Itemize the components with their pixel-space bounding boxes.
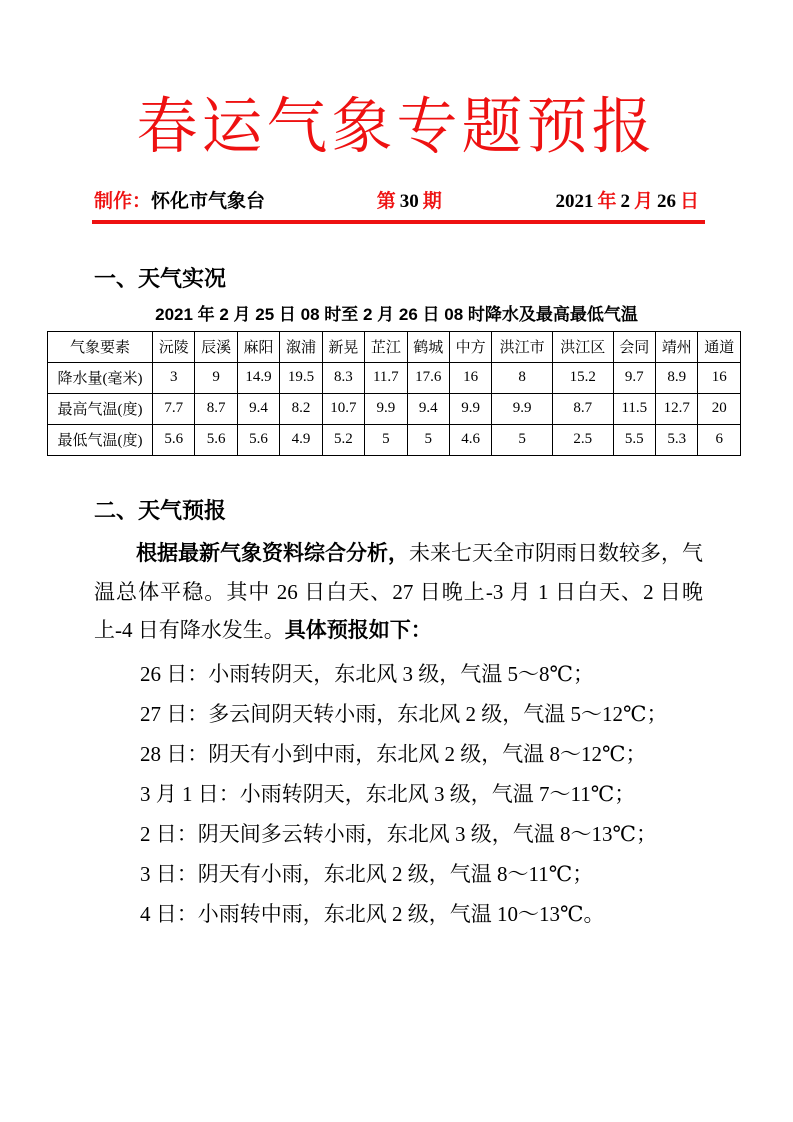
forecast-line: 3 月 1 日：小雨转阴天，东北风 3 级，气温 7～11℃； (140, 781, 636, 806)
forecast-intro-body: 未来七天全市阴雨日数较多，气温总体平稳。其中 26 日白天、27 日晚上-3 月 1 日白天、2 日晚上-4 日有降水发生。 (94, 540, 703, 642)
weather-observation-table (47, 331, 741, 456)
data-cell: 9.9 (492, 393, 553, 424)
station-column-header: 洪江区 (552, 331, 613, 362)
data-cell: 5.2 (322, 424, 364, 455)
station-column-header: 鹤城 (407, 331, 449, 362)
red-divider-line (92, 220, 705, 224)
data-cell: 9.7 (613, 362, 655, 393)
data-cell: 17.6 (407, 362, 449, 393)
data-cell: 5 (365, 424, 407, 455)
data-cell: 5.3 (656, 424, 698, 455)
data-cell: 8.7 (552, 393, 613, 424)
data-cell: 19.5 (280, 362, 322, 393)
station-column-header: 麻阳 (237, 331, 279, 362)
forecast-line: 28 日：阴天有小到中雨，东北风 2 级，气温 8～12℃； (140, 741, 647, 766)
station-column-header: 通道 (698, 331, 741, 362)
forecast-list (140, 654, 733, 934)
data-cell: 8.7 (195, 393, 237, 424)
table-row (48, 362, 741, 393)
row-label: 降水量(毫米) (48, 362, 153, 393)
date-year-unit: 年 (597, 190, 617, 212)
table-header-row (48, 331, 741, 362)
element-column-header: 气象要素 (48, 331, 153, 362)
data-cell: 16 (449, 362, 491, 393)
table-row (48, 424, 741, 455)
issue-prefix: 第 (376, 190, 396, 212)
data-cell: 8 (492, 362, 553, 393)
forecast-line: 26 日：小雨转阴天，东北风 3 级，气温 5～8℃； (140, 661, 594, 686)
forecast-line: 3 日：阴天有小雨，东北风 2 级，气温 8～11℃； (140, 861, 594, 886)
data-cell: 3 (153, 362, 195, 393)
data-cell: 4.9 (280, 424, 322, 455)
date-month: 2 (620, 190, 630, 212)
issue-number: 30 (399, 190, 419, 212)
date-day-unit: 日 (679, 190, 699, 212)
station-column-header: 靖州 (656, 331, 698, 362)
data-cell: 7.7 (153, 393, 195, 424)
producer-name: 怀化市气象台 (151, 190, 266, 212)
data-cell: 9.4 (407, 393, 449, 424)
section-2-heading: 二、天气预报 (94, 497, 227, 523)
producer-label: 制作： (94, 190, 152, 212)
data-cell: 9.9 (365, 393, 407, 424)
station-column-header: 会同 (613, 331, 655, 362)
data-cell: 8.9 (656, 362, 698, 393)
data-cell: 5.6 (153, 424, 195, 455)
forecast-intro-paragraph (94, 534, 703, 650)
data-cell: 8.2 (280, 393, 322, 424)
data-cell: 14.9 (237, 362, 279, 393)
data-cell: 20 (698, 393, 741, 424)
station-column-header: 新晃 (322, 331, 364, 362)
station-column-header: 溆浦 (280, 331, 322, 362)
row-label: 最高气温(度) (48, 393, 153, 424)
date-day: 26 (656, 190, 676, 212)
station-column-header: 中方 (449, 331, 491, 362)
forecast-line: 27 日：多云间阴天转小雨，东北风 2 级，气温 5～12℃； (140, 701, 668, 726)
date-line (553, 190, 701, 214)
data-cell: 9.9 (449, 393, 491, 424)
data-cell: 2.5 (552, 424, 613, 455)
data-cell: 10.7 (322, 393, 364, 424)
date-month-unit: 月 (633, 190, 653, 212)
data-cell: 9 (195, 362, 237, 393)
producer-line (94, 190, 265, 214)
data-cell: 4.6 (449, 424, 491, 455)
masthead (94, 190, 701, 214)
data-cell: 15.2 (552, 362, 613, 393)
data-cell: 8.3 (322, 362, 364, 393)
issue-suffix: 期 (422, 190, 442, 212)
issue-line (375, 190, 444, 214)
data-cell: 5.6 (195, 424, 237, 455)
data-cell: 9.4 (237, 393, 279, 424)
data-cell: 16 (698, 362, 741, 393)
station-column-header: 沅陵 (153, 331, 195, 362)
forecast-intro-tail: 具体预报如下： (284, 618, 432, 642)
date-year: 2021 (555, 190, 594, 212)
forecast-intro-lead: 根据最新气象资料综合分析， (136, 541, 409, 565)
data-cell: 5 (492, 424, 553, 455)
data-cell: 6 (698, 424, 741, 455)
section-1-heading: 一、天气实况 (94, 265, 227, 291)
document-title: 春运气象专题预报 (136, 94, 657, 161)
station-column-header: 辰溪 (195, 331, 237, 362)
station-column-header: 洪江市 (492, 331, 553, 362)
data-cell: 5.6 (237, 424, 279, 455)
table-row (48, 393, 741, 424)
forecast-line: 2 日：阴天间多云转小雨，东北风 3 级，气温 8～13℃； (140, 821, 657, 846)
data-cell: 11.5 (613, 393, 655, 424)
weather-table-caption: 2021 年 2 月 25 日 08 时至 2 月 26 日 08 时降水及最高最低气温 (155, 304, 638, 324)
data-cell: 12.7 (656, 393, 698, 424)
forecast-line: 4 日：小雨转中雨，东北风 2 级，气温 10～13℃。 (140, 901, 605, 926)
data-cell: 5 (407, 424, 449, 455)
row-label: 最低气温(度) (48, 424, 153, 455)
data-cell: 11.7 (365, 362, 407, 393)
station-column-header: 芷江 (365, 331, 407, 362)
data-cell: 5.5 (613, 424, 655, 455)
